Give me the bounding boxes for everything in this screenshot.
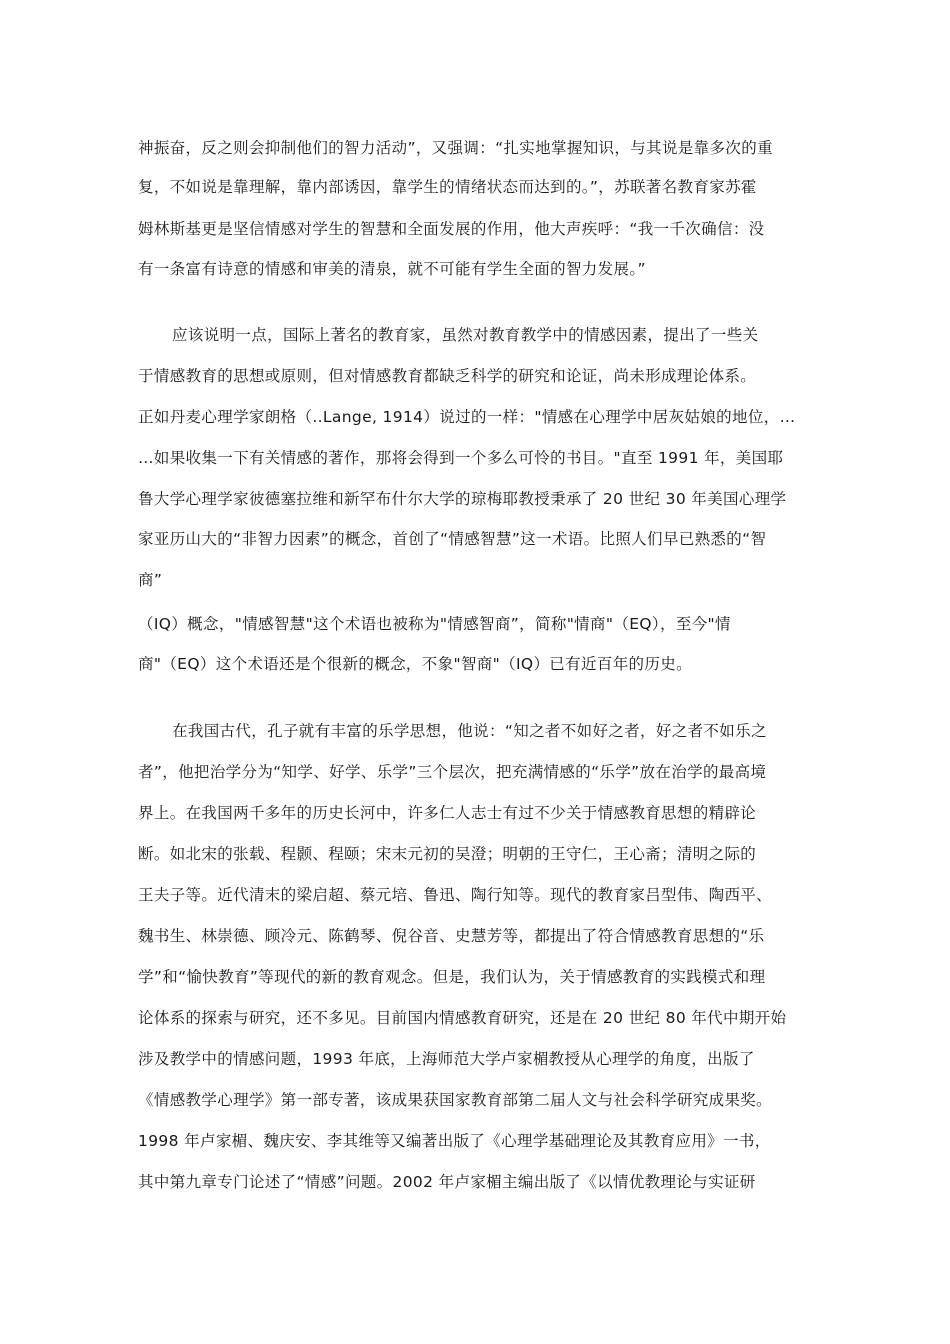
text-line: 王夫子等。近代清末的梁启超、蔡元培、鲁迅、陶行知等。现代的教育家吕型伟、陶西平、 bbox=[138, 886, 773, 904]
text-line: 界上。在我国两千多年的历史长河中，许多仁人志士有过不少关于情感教育思想的精辟论 bbox=[138, 804, 757, 822]
text-line: 神振奋，反之则会抑制他们的智力活动”，又强调：“扎实地掌握知识，与其说是靠多次的重 bbox=[138, 139, 773, 157]
text-line: 复，不如说是靠理解，靠内部诱因，靠学生的情绪状态而达到的。”，苏联著名教育家苏霍 bbox=[138, 178, 757, 196]
text-line: 其中第九章专门论述了“情感”问题。2002 年卢家楣主编出版了《以情优教理论与实证研 bbox=[138, 1173, 756, 1191]
text-line: 于情感教育的思想或原则，但对情感教育都缺乏科学的研究和论证，尚未形成理论体系。 bbox=[138, 367, 757, 385]
text-line: 1998 年卢家楣、魏庆安、李其维等又编著出版了《心理学基础理论及其教育应用》一书， bbox=[138, 1132, 771, 1150]
text-line: 家亚历山大的“非智力因素”的概念，首创了“情感智慧”这一术语。比照人们早已熟悉的“智 bbox=[138, 530, 767, 548]
text-line: 涉及教学中的情感问题，1993 年底，上海师范大学卢家楣教授从心理学的角度，出版了 bbox=[138, 1050, 755, 1068]
text-line: 商” bbox=[138, 571, 163, 589]
text-line: 在我国古代，孔子就有丰富的乐学思想，他说：“知之者不如好之者，好之者不如乐之 bbox=[172, 722, 767, 740]
text-line: 魏书生、林崇德、顾冷元、陈鹤琴、倪谷音、史慧芳等，都提出了符合情感教育思想的“乐 bbox=[138, 927, 765, 945]
text-line: 商"（EQ）这个术语还是个很新的概念，不象"智商"（IQ）已有近百年的历史。 bbox=[138, 655, 692, 673]
text-line: 《情感教学心理学》第一部专著，该成果获国家教育部第二届人文与社会科学研究成果奖。 bbox=[138, 1091, 773, 1109]
text-line: 者”，他把治学分为“知学、好学、乐学”三个层次，把充满情感的“乐学”放在治学的最高境 bbox=[138, 763, 767, 781]
text-line: 鲁大学心理学家彼德塞拉维和新罕布什尔大学的琼梅耶教授秉承了 20 世纪 30 年美国心理学 bbox=[138, 490, 787, 508]
text-line: 论体系的探索与研究，还不多见。目前国内情感教育研究，还是在 20 世纪 80 年代中期开始 bbox=[138, 1009, 787, 1027]
text-line: 姆林斯基更是坚信情感对学生的智慧和全面发展的作用，他大声疾呼：“我一千次确信：没 bbox=[138, 220, 765, 238]
text-line: 学”和“愉快教育”等现代的新的教育观念。但是，我们认为，关于情感教育的实践模式和理 bbox=[138, 968, 766, 986]
text-line: （IQ）概念，"情感智慧"这个术语也被称为"情感智商”，简称"情商"（EQ），至今"情 bbox=[138, 615, 731, 633]
text-line: 应该说明一点，国际上著名的教育家，虽然对教育教学中的情感因素，提出了一些关 bbox=[172, 326, 759, 344]
text-line: 有一条富有诗意的情感和审美的清泉，就不可能有学生全面的智力发展。” bbox=[138, 260, 646, 278]
text-line: …如果收集一下有关情感的著作，那将会得到一个多么可怜的书目。"直至 1991 年，美国耶 bbox=[138, 449, 784, 467]
text-line: 正如丹麦心理学家朗格（..Lange, 1914）说过的一样："情感在心理学中居灰姑娘的地位，… bbox=[138, 408, 796, 426]
text-line: 断。如北宋的张载、程颢、程颐；宋末元初的吴澄；明朝的王守仁，王心斋；清明之际的 bbox=[138, 845, 757, 863]
